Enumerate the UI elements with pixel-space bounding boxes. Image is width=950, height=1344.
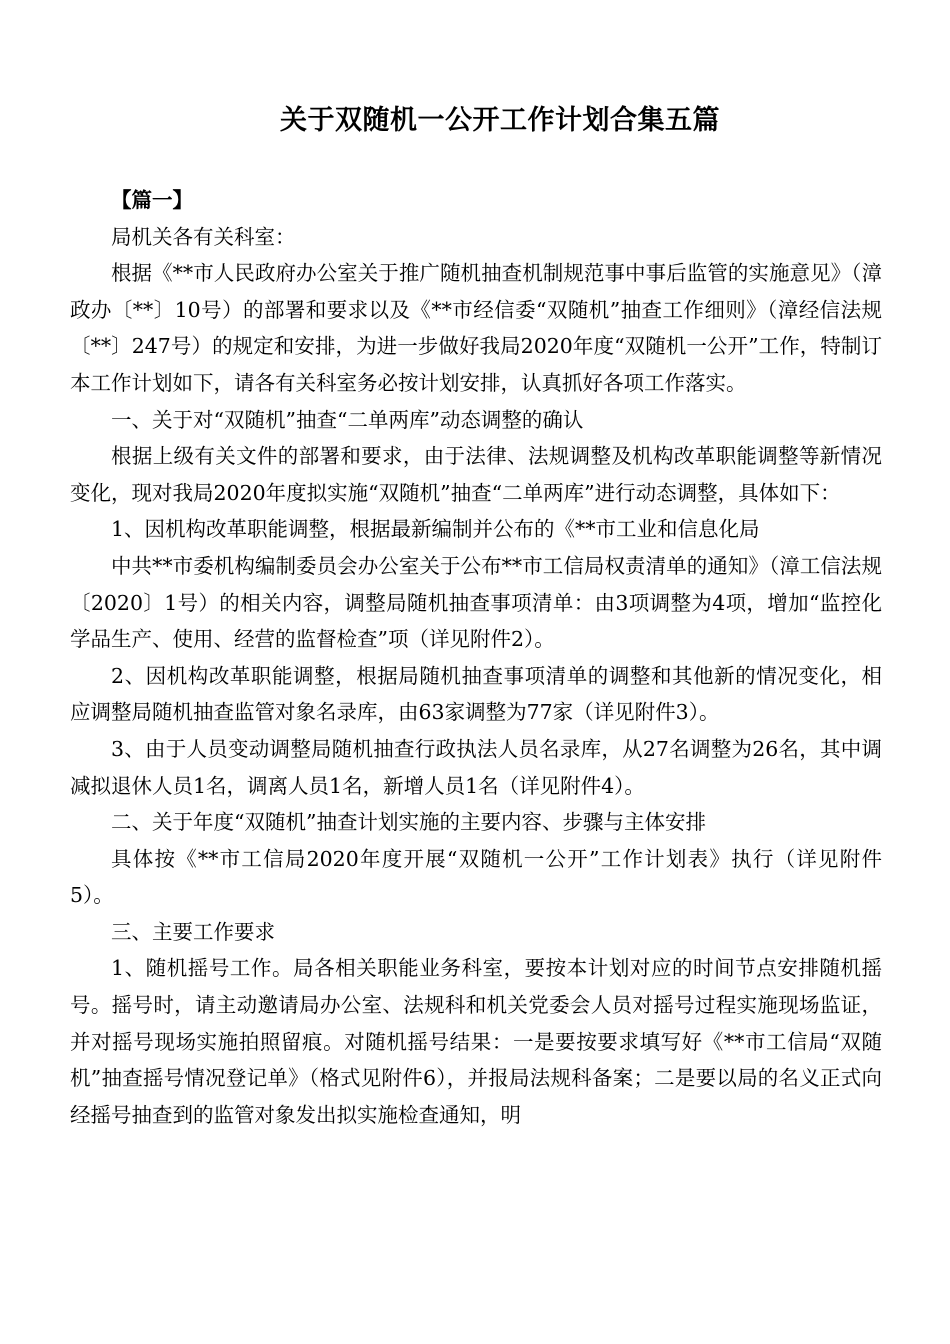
section-heading-3: 三、主要工作要求 — [111, 919, 275, 944]
section-heading-1: 一、关于对“双随机”抽查“二单两库”动态调整的确认 — [111, 407, 584, 432]
section-tag: 【篇一】 — [111, 188, 193, 212]
body-paragraph: 根据上级有关文件的部署和要求，由于法律、法规调整及机构改革职能调整等新情况变化，现对我局2020年度拟实施“双随机”抽查“二单两库”进行动态调整，具体如下： — [70, 444, 882, 505]
list-item-1: 1、因机构改革职能调整，根据最新编制并公布的《**市工业和信息化局 — [111, 517, 760, 542]
section-heading-2: 二、关于年度“双随机”抽查计划实施的主要内容、步骤与主体安排 — [111, 810, 706, 835]
document-title: 关于双随机一公开工作计划合集五篇 — [280, 105, 720, 136]
list-item-1-continued: 中共**市委机构编制委员会办公室关于公布**市工信局权责清单的通知》（漳工信法规〔2020〕1号）的相关内容，调整局随机抽查事项清单：由3项调整为4项，增加“监控化学品生产、使用、经营的监督检查”项（详见附件2）。 — [70, 553, 882, 652]
document-body — [70, 182, 882, 1133]
body-paragraph: 具体按《**市工信局2020年度开展“双随机一公开”工作计划表》执行（详见附件5）。 — [70, 846, 882, 908]
requirement-item-1: 1、随机摇号工作。局各相关职能业务科室，要按本计划对应的时间节点安排随机摇号。摇号时，请主动邀请局办公室、法规科和机关党委会人员对摇号过程实施现场监证，并对摇号现场实施拍照留痕。对随机摇号结果：一是要按要求填写好《**市工信局“双随机”抽查摇号情况登记单》（格式见附件6），并报局法规科备案；二是要以局的名义正式向经摇号抽查到的监管对象发出拟实施检查通知，明 — [70, 956, 882, 1127]
salutation: 局机关各有关科室： — [111, 224, 296, 249]
list-item-3: 3、由于人员变动调整局随机抽查行政执法人员名录库，从27名调整为26名，其中调减拟退休人员1名，调离人员1名，新增人员1名（详见附件4）。 — [70, 736, 882, 798]
intro-paragraph: 根据《**市人民政府办公室关于推广随机抽查机制规范事中事后监管的实施意见》（漳政办〔**〕10号）的部署和要求以及《**市经信委“双随机”抽查工作细则》（漳经信法规〔**〕247号）的规定和安排，为进一步做好我局2020年度“双随机一公开”工作，特制订本工作计划如下，请各有关科室务必按计划安排，认真抓好各项工作落实。 — [70, 261, 882, 395]
list-item-2: 2、因机构改革职能调整，根据局随机抽查事项清单的调整和其他新的情况变化，相应调整局随机抽查监管对象名录库，由63家调整为77家（详见附件3）。 — [70, 663, 882, 725]
